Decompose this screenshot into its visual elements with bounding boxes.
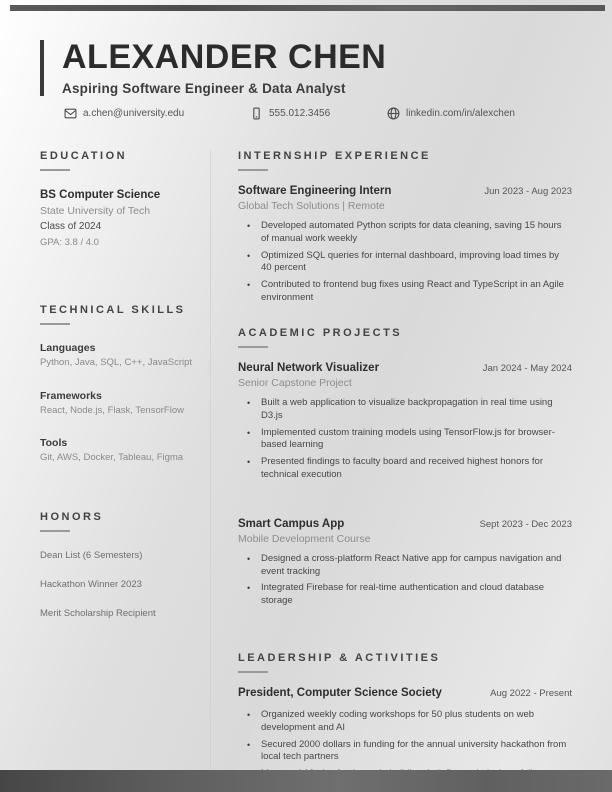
bullet-dot: • (247, 739, 251, 750)
section-honors (40, 511, 198, 619)
education-gpa: GPA: 3.8 / 4.0 (40, 237, 99, 248)
entry-title: Smart Campus App (238, 517, 345, 530)
entry-date: Jun 2023 - Aug 2023 (484, 186, 572, 197)
section-heading: ACADEMIC PROJECTS (238, 326, 403, 339)
bullet-text: Designed a cross-platform React Native app for campus navigation and event tracking (261, 552, 562, 577)
bullet-dot: • (247, 280, 251, 291)
entry-header (238, 185, 572, 197)
section-heading: LEADERSHIP & ACTIVITIES (238, 652, 441, 664)
bullet-item (238, 250, 572, 276)
globe-icon (387, 107, 400, 120)
bullet-item (238, 456, 572, 482)
bullet-text: Integrated Firebase for real-time authentication and cloud database storage (261, 582, 545, 607)
contact-row (64, 107, 572, 120)
section-heading: INTERNSHIP EXPERIENCE (238, 150, 431, 162)
bullet-list (238, 553, 572, 608)
contact-linkedin (387, 107, 515, 120)
bullet-list (238, 220, 572, 305)
name-accent-bar (40, 40, 44, 96)
entry-subtitle: Senior Capstone Project (238, 376, 352, 389)
bullet-item (238, 739, 572, 765)
section-underline (40, 323, 70, 325)
bullet-item (238, 220, 572, 246)
entry-title: Neural Network Visualizer (238, 361, 380, 374)
skill-group-label: Frameworks (40, 389, 102, 402)
bullet-dot: • (247, 250, 251, 261)
section-underline (40, 530, 70, 532)
top-accent-bar (10, 5, 605, 11)
bullet-text: Contributed to frontend bug fixes using React and TypeScript in an Agile environment (261, 279, 564, 304)
skill-group-label: Languages (40, 342, 96, 354)
left-column (40, 150, 198, 786)
bullet-text: Built a web application to visualize backpropagation in real time using D3.js (261, 396, 553, 421)
bullet-item (238, 553, 572, 579)
phone-icon (250, 107, 263, 120)
honor-item: Dean List (6 Semesters) (40, 549, 143, 561)
person-name: ALEXANDER CHEN (62, 38, 387, 76)
right-column (211, 150, 572, 786)
entry-smart-campus-app (238, 518, 572, 608)
bullet-text: Implemented custom training models using TensorFlow.js for browser-based learning (261, 426, 555, 451)
honors-heading: HONORS (40, 510, 104, 523)
contact-email-value: a.chen@university.edu (83, 108, 185, 119)
bullet-text: Developed automated Python scripts for data cleaning, saving 15 hours of manual work weekly (261, 220, 562, 244)
honor-item: Hackathon Winner 2023 (40, 578, 142, 590)
headline: Aspiring Software Engineer & Data Analyst (62, 81, 346, 96)
bullet-dot: • (247, 397, 251, 408)
education-heading: EDUCATION (40, 150, 128, 162)
section-education (40, 150, 198, 248)
entry-date: Sept 2023 - Dec 2023 (479, 518, 572, 530)
section-leadership-activities (238, 652, 572, 782)
section-underline (238, 346, 268, 348)
bullet-text: Secured 2000 dollars in funding for the annual university hackathon from local tech partners (261, 738, 567, 763)
section-underline (40, 169, 70, 171)
bullet-text: Organized weekly coding workshops for 50 plus students on web development and AI (261, 709, 535, 733)
resume-header (0, 0, 612, 120)
bullet-dot: • (247, 553, 251, 564)
bullet-item (238, 397, 572, 423)
entry-date: Jan 2024 - May 2024 (482, 362, 572, 374)
email-icon (64, 107, 77, 120)
education-class-year: Class of 2024 (40, 221, 102, 232)
column-divider (210, 150, 211, 786)
contact-linkedin-value: linkedin.com/in/alexchen (406, 108, 515, 119)
section-underline (238, 671, 268, 673)
name-block (40, 40, 572, 96)
entry-president-cs-society (238, 687, 572, 782)
skill-group-items: Git, AWS, Docker, Tableau, Figma (40, 452, 184, 464)
section-academic-projects (238, 327, 572, 608)
bullet-dot: • (247, 583, 251, 594)
contact-phone-value: 555.012.3456 (269, 108, 331, 119)
bullet-item (238, 709, 572, 735)
section-internship-experience (238, 150, 572, 305)
entry-header (238, 362, 572, 374)
bullet-text: Optimized SQL queries for internal dashboard, improving load times by 40 percent (261, 249, 559, 274)
skill-group-label: Tools (40, 437, 68, 450)
bullet-dot: • (247, 710, 251, 720)
entry-subtitle: Mobile Development Course (238, 532, 371, 545)
bullet-dot: • (247, 221, 251, 231)
honor-item: Merit Scholarship Recipient (40, 607, 156, 619)
skill-group-items: React, Node.js, Flask, TensorFlow (40, 404, 184, 416)
bullet-dot: • (247, 427, 251, 438)
skill-group-tools (40, 437, 198, 465)
entry-software-engineering-intern (238, 185, 572, 305)
section-technical-skills (40, 304, 198, 465)
entry-title: Software Engineering Intern (238, 185, 392, 197)
entry-header (238, 687, 572, 699)
bullet-text: Presented findings to faculty board and received highest honors for technical execution (261, 456, 544, 480)
entry-neural-network-visualizer (238, 362, 572, 482)
entry-header (238, 518, 572, 530)
bullet-item (238, 582, 572, 608)
bottom-accent-bar (0, 770, 612, 792)
resume-body (0, 150, 612, 786)
education-school: State University of Tech (40, 205, 151, 217)
skills-heading: TECHNICAL SKILLS (40, 304, 186, 316)
skill-group-frameworks (40, 390, 198, 418)
education-degree: BS Computer Science (40, 189, 161, 201)
entry-subtitle: Global Tech Solutions | Remote (238, 200, 385, 212)
contact-phone (250, 107, 387, 120)
bullet-dot: • (247, 457, 251, 468)
section-underline (238, 169, 268, 171)
contact-email (64, 107, 250, 120)
entry-date: Aug 2022 - Present (490, 688, 572, 699)
bullet-item (238, 427, 572, 453)
entry-title: President, Computer Science Society (238, 687, 442, 699)
bullet-list (238, 397, 572, 482)
name-text-block (62, 40, 386, 96)
skill-group-languages (40, 342, 198, 370)
bullet-item (238, 279, 572, 305)
skill-group-items: Python, Java, SQL, C++, JavaScript (40, 357, 193, 368)
